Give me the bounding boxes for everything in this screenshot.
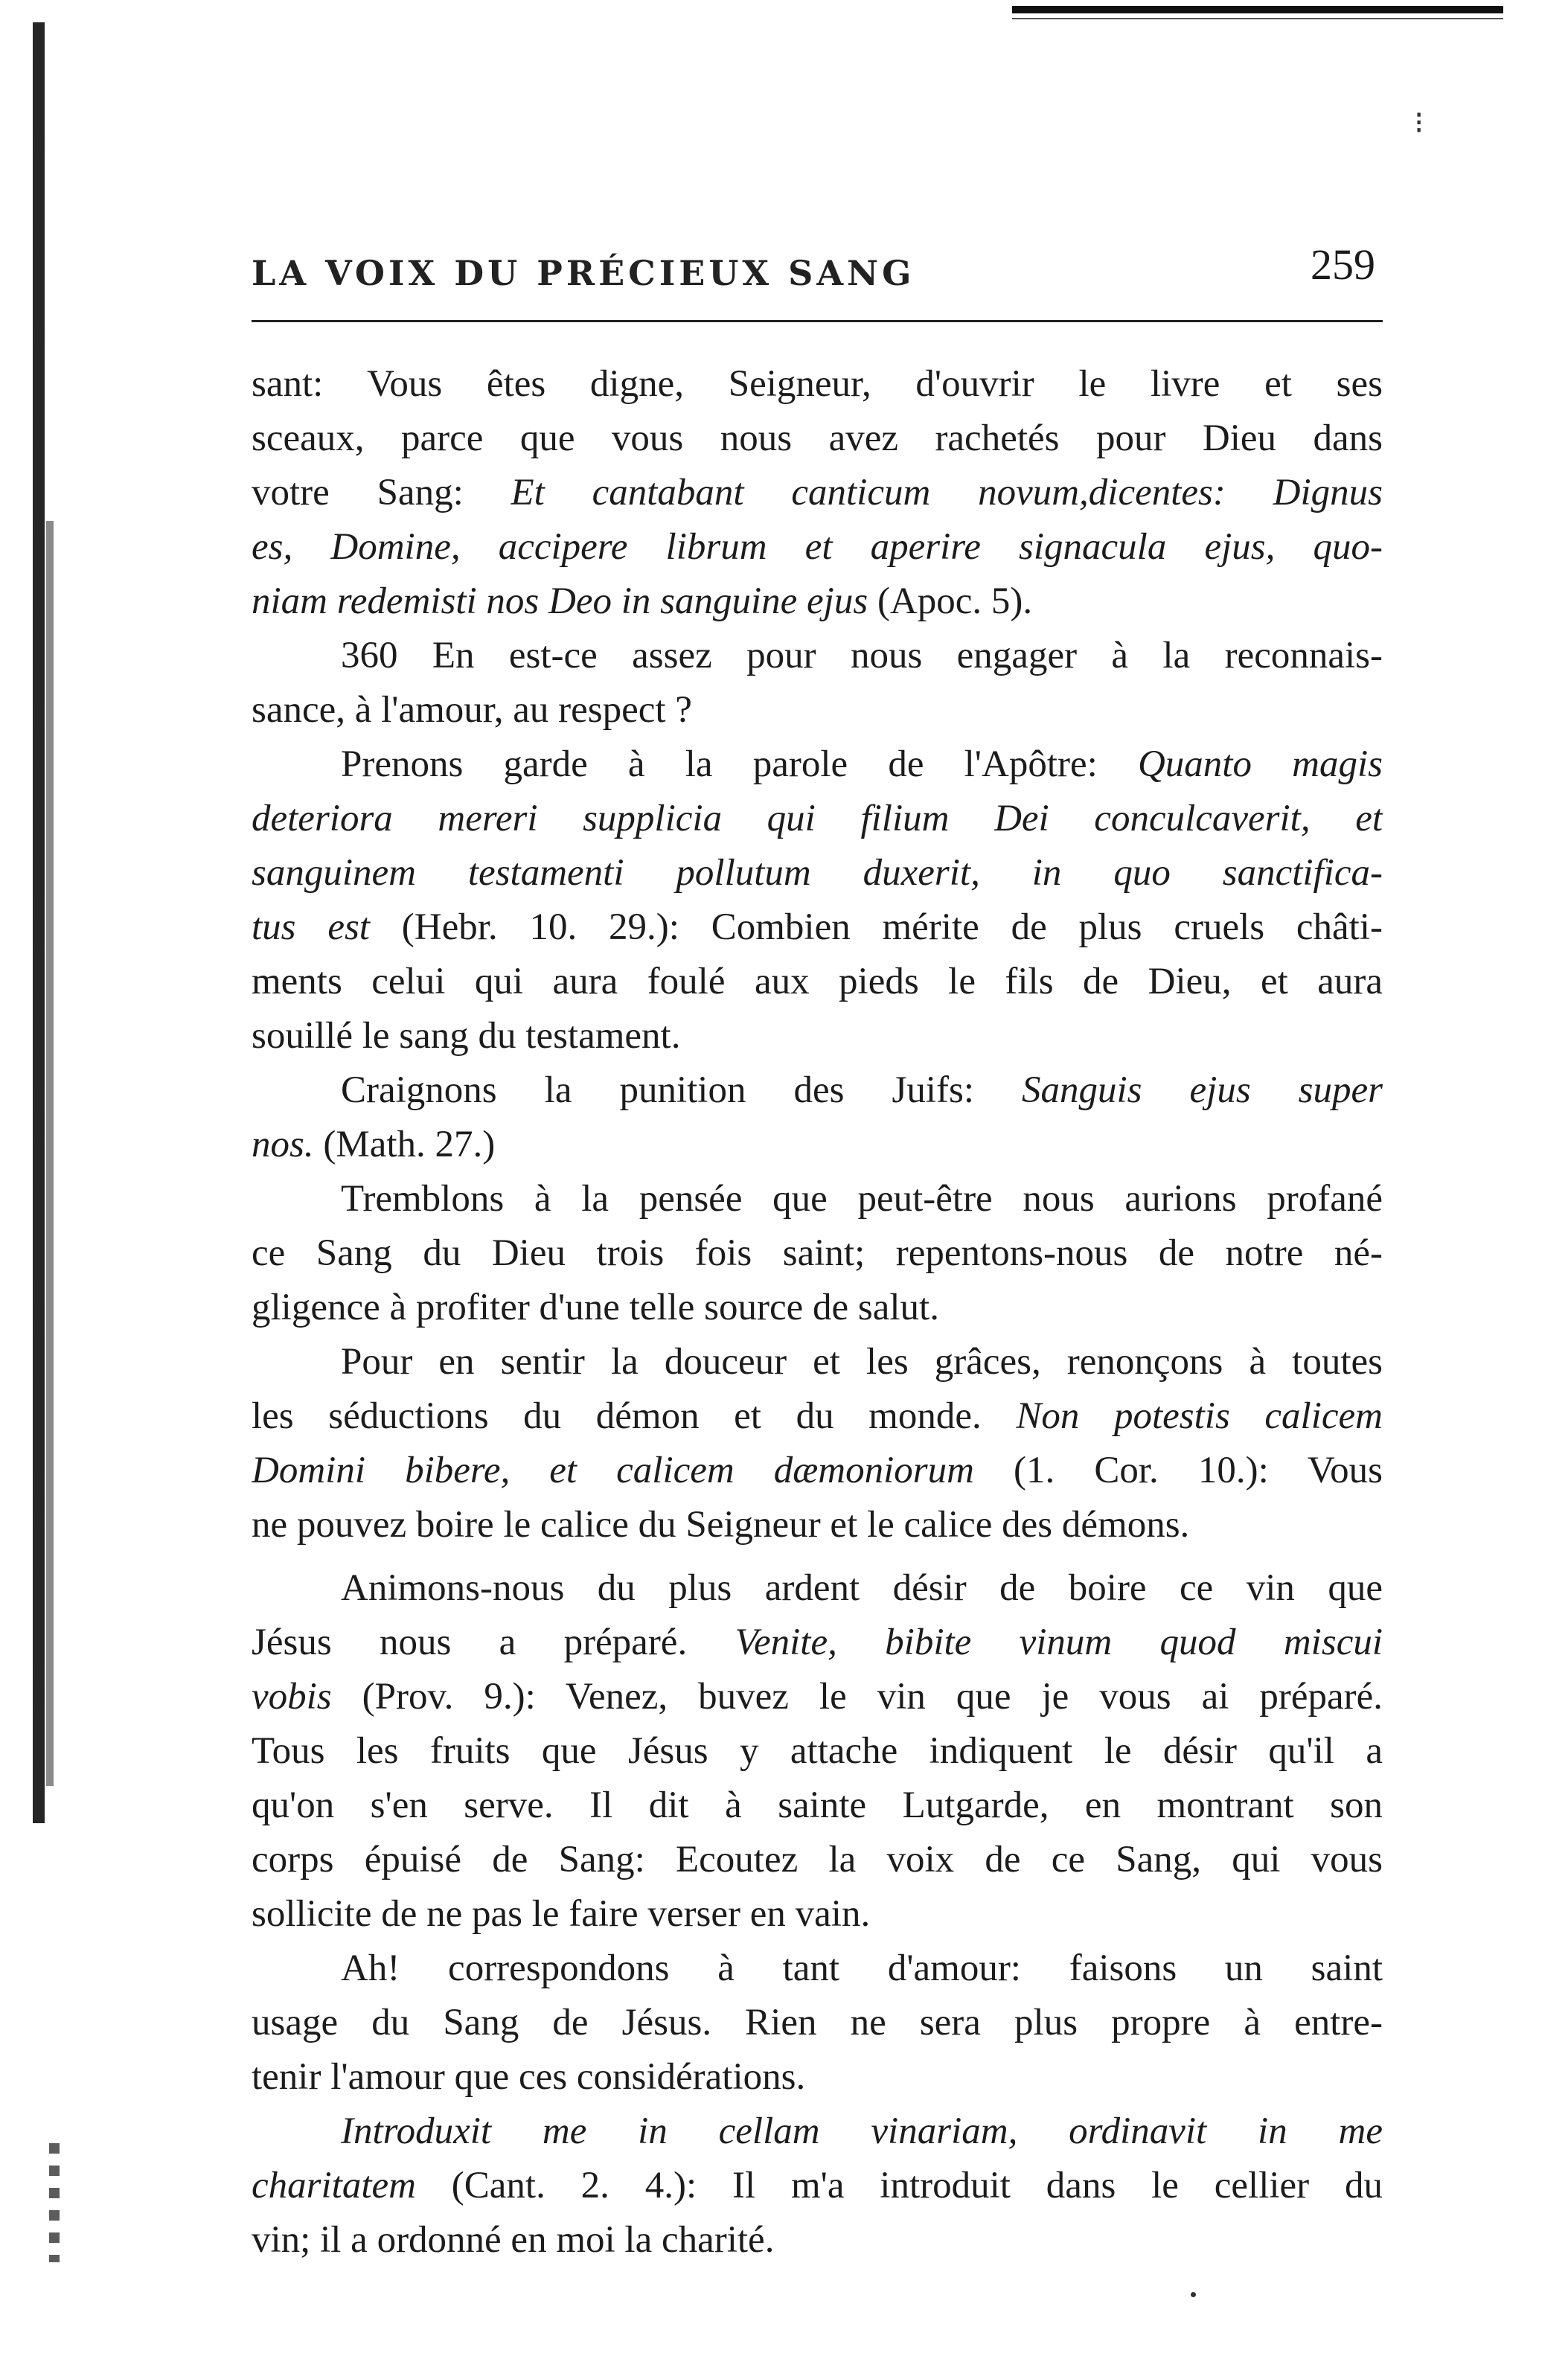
text-line [252,1063,1383,1118]
text-span: (Apoc. 5). [868,580,1033,622]
text-line [252,955,1383,1009]
text-line [252,1172,1383,1226]
text-span: (Hebr. 10. 29.): Combien mérite de plus cruels châti- [369,906,1383,948]
latin-quote: es, Domine, accipere librum et aperire signacula ejus, quo- [252,526,1383,568]
text-span: Jésus nous a préparé. [252,1622,735,1663]
header-rule [252,320,1383,322]
text-span: Prenons garde à la parole de l'Apôtre: [341,743,1138,785]
text-span: votre Sang: [252,472,511,513]
text-span: gligence à profiter d'une telle source de salut. [252,1287,939,1328]
text-line [252,737,1383,792]
running-head [252,240,1398,307]
text-line [252,2050,1383,2104]
text-line [252,1887,1383,1942]
text-span: qu'on s'en serve. Il dit à sainte Lutgarde, en montrant son [252,1785,1383,1826]
latin-quote: Sanguis ejus super [1022,1069,1383,1111]
binding-edge [33,22,48,1823]
latin-quote: Non potestis calicem [1016,1395,1383,1437]
text-line [252,846,1383,900]
latin-quote: niam redemisti nos Deo in sanguine ejus [252,580,868,622]
latin-quote: Quanto magis [1137,743,1383,785]
text-span: ments celui qui aura foulé aux pieds le fils de Dieu, et aura [252,961,1383,1002]
text-line [252,466,1383,520]
text-span: souillé le sang du testament. [252,1015,681,1057]
text-span: (Prov. 9.): Venez, buvez le vin que je vous ai préparé. [331,1676,1383,1718]
text-line [252,1670,1383,1724]
text-line [252,412,1383,466]
top-border-rule-thin [1012,18,1503,19]
text-span: usage du Sang de Jésus. Rien ne sera plus propre à entre- [252,2002,1383,2043]
text-span: les séductions du démon et du monde. [252,1395,1017,1437]
text-span: Craignons la punition des Juifs: [341,1069,1022,1111]
text-span: vin; il a ordonné en moi la charité. [252,2219,775,2261]
text-span: sollicite de ne pas le faire verser en vain. [252,1893,871,1935]
text-line [252,1389,1383,1444]
text-line [252,1996,1383,2050]
text-span: 360 En est-ce assez pour nous engager à la reconnais- [341,635,1383,676]
latin-quote: Domini bibere, et calicem dæmoniorum [252,1450,974,1491]
text-span: (Math. 27.) [313,1124,496,1165]
text-line [252,1281,1383,1335]
text-span: (Cant. 2. 4.): Il m'a introduit dans le cellier du [415,2165,1383,2206]
text-line [252,1335,1383,1389]
latin-quote: vobis [252,1676,332,1718]
text-line [252,683,1383,737]
margin-marks [49,2143,60,2262]
latin-quote: tus est [252,906,370,948]
text-line [252,900,1383,955]
text-line [252,1498,1383,1552]
text-span: sance, à l'amour, au respect ? [252,689,692,731]
text-line [252,574,1383,629]
text-line [252,1226,1383,1281]
text-line [252,1724,1383,1779]
latin-quote: deteriora mereri supplicia qui filium Dei conculcaverit, et [252,798,1383,839]
text-line [252,1833,1383,1887]
latin-quote: Introduxit me in cellam vinariam, ordinavit in me [341,2110,1383,2152]
text-span: ne pouvez boire le calice du Seigneur et le calice des démons. [252,1504,1190,1546]
page-number: 259 [1311,240,1375,289]
latin-quote: Et cantabant canticum novum,dicentes: Dignus [511,472,1383,513]
latin-quote: sanguinem testamenti pollutum duxerit, in quo sanctifica- [252,852,1383,894]
text-line [252,1616,1383,1670]
text-line [252,1779,1383,1833]
text-span: (1. Cor. 10.): Vous [973,1450,1383,1491]
text-line [252,2104,1383,2159]
text-span: corps épuisé de Sang: Ecoutez la voix de ce Sang, qui vous [252,1839,1383,1881]
top-border-rule [1012,6,1503,13]
text-span: Tous les fruits que Jésus y attache indiquent le désir qu'il a [252,1730,1383,1772]
text-line [252,1561,1383,1616]
latin-quote: nos. [252,1124,314,1165]
text-line [252,2213,1383,2267]
text-span: sant: Vous êtes digne, Seigneur, d'ouvrir le livre et ses [252,363,1383,405]
text-line [252,1444,1383,1498]
margin-speck: ⁝ [1414,106,1424,141]
text-span: sceaux, parce que vous nous avez rachetés pour Dieu dans [252,417,1383,459]
body-text [252,357,1383,2267]
text-span: Animons-nous du plus ardent désir de boire ce vin que [341,1567,1383,1609]
text-line [252,2159,1383,2213]
running-head-title: LA VOIX DU PRÉCIEUX SANG [252,253,915,293]
text-line [252,1009,1383,1063]
latin-quote: Venite, bibite vinum quod miscui [735,1622,1383,1663]
text-span: ce Sang du Dieu trois fois saint; repentons-nous de notre né- [252,1232,1383,1274]
print-speck [1191,2292,1196,2297]
text-line [252,520,1383,574]
latin-quote: charitatem [252,2165,416,2206]
text-line [252,1942,1383,1996]
text-span: Tremblons à la pensée que peut-être nous aurions profané [341,1178,1383,1220]
text-line [252,1118,1383,1172]
text-span: Pour en sentir la douceur et les grâces, renonçons à toutes [341,1341,1383,1383]
text-line [252,629,1383,683]
text-line [252,357,1383,412]
text-span: tenir l'amour que ces considérations. [252,2056,806,2098]
binding-shadow [46,521,54,1786]
text-span: Ah! correspondons à tant d'amour: faisons un saint [341,1947,1383,1989]
text-line [252,792,1383,846]
